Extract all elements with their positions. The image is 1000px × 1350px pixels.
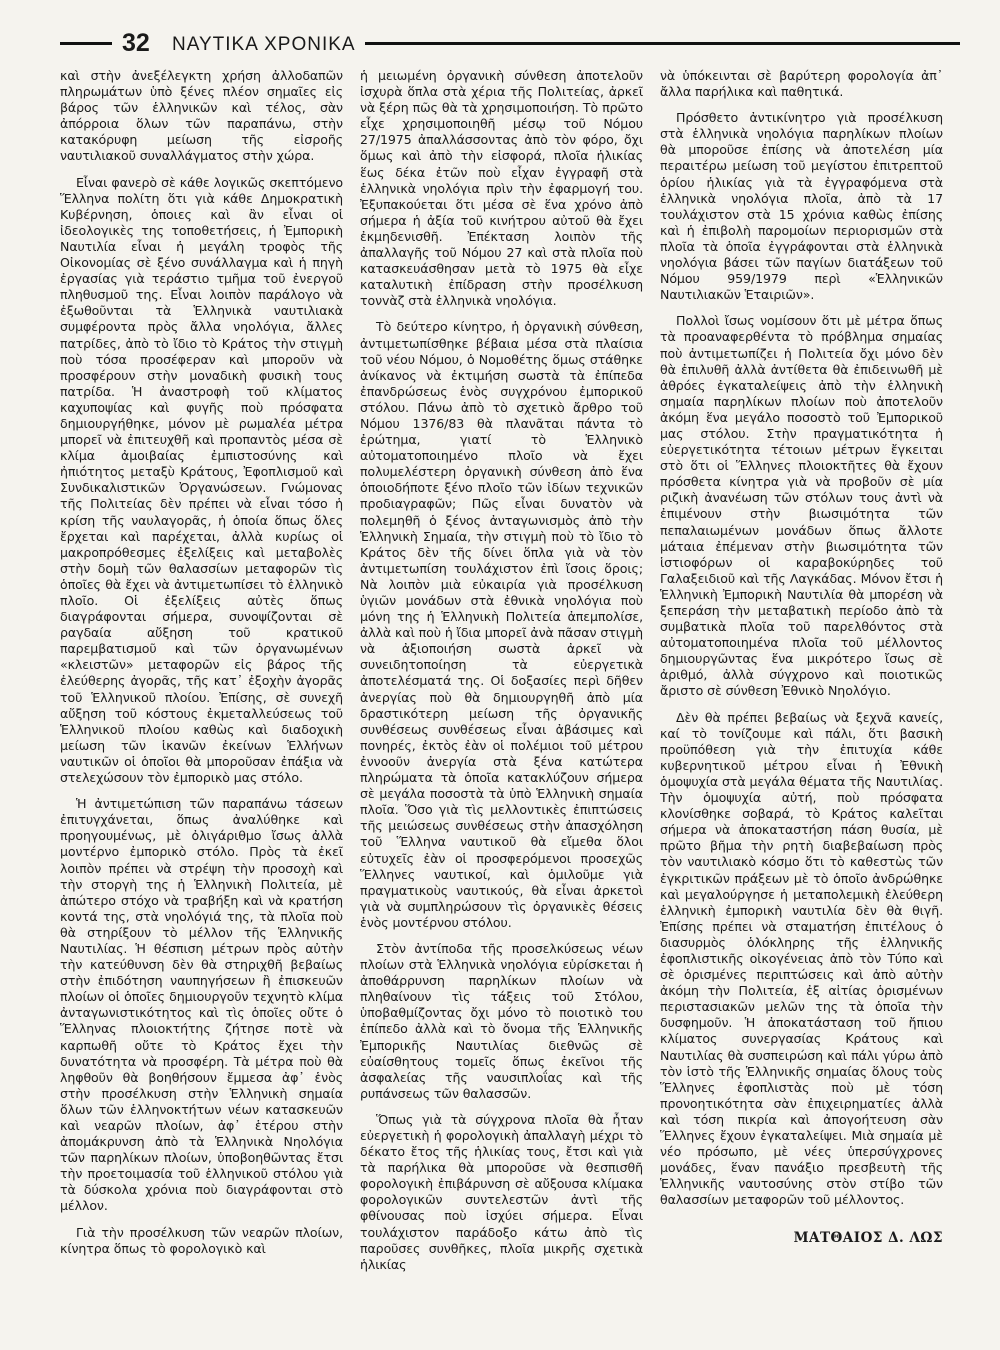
page-header (60, 28, 960, 62)
paragraph: Γιὰ τὴν προσέλκυση τῶν νεαρῶν πλοίων, κίνητρα ὅπως τὸ φορολογικὸ καὶ (60, 1224, 343, 1256)
paragraph: Εἶναι φανερὸ σὲ κάθε λογικῶς σκεπτόμενο Ἕλληνα πολίτη ὅτι γιὰ κάθε Δημοκρατικὴ Κυβέρνηση, ὁποιες καὶ ἂν εἶναι οἱ ἰδεολογικὲς της τοποθετήσεις, ἡ Ἐμπορικὴ Ναυτιλία εἶναι ἡ μεγάλη τροφὸς τῆς Οἰκονομίας σὲ ξένο συνάλλαγμα καὶ ἡ πηγὴ ἐργασίας γιὰ τεράστιο τμῆμα τοῦ ἐνεργοῦ πληθυσμοῦ της. Εἶναι λοιπὸν παράλογο νὰ ἐξωθοῦνται τὰ Ἑλληνικὰ ναυτιλιακὰ συμφέροντα πρὸς ἄλλα νηολόγια, ἄλλες πατρίδες, ἀπὸ τὸ ἴδιο τὸ Κράτος τὴν στιγμὴ ποὺ τόσα προσέφεραν καὶ μποροῦν νὰ προσφέρουν στὴν μοναδικὴ φυσικὴ τους πατρίδα. Ἡ ἀναστροφὴ τοῦ κλίματος καχυποψίας καὶ φυγῆς ποὺ πρόσφατα δημιουργήθηκε, μόνον μὲ ρωμαλέα μέτρα μπορεῖ νὰ ἐπιτευχθῆ καὶ προπαντὸς μέσα σὲ κλίμα ἀμοιβαίας ἐμπιστοσύνης καὶ ἠπιότητος μεταξὺ Κράτους, Ἐφοπλισμοῦ καὶ Συνδικαλιστικῶν Ὀργανώσεων. Γνώμονας τῆς Πολιτείας δὲν πρέπει νὰ εἶναι τόσο ἡ κρίση τῆς ναυλαγορᾶς, ἡ ὁποία ὅπως ὅλες ἔρχεται καὶ παρέχεται, ἀλλὰ κυρίως οἱ μακροπρόθεσμες ἐξελίξεις καὶ μεταβολὲς στὴν δομὴ τῶν θαλασσίων μεταφορῶν τὶς ὁποῖες θὰ ἔχει νὰ ἀντιμετωπίσει τὸ ἑλληνικὸ πλοῖο. Οἱ ἐξελίξεις αὐτὲς ὅπως διαγράφονται σήμερα, συνοψίζονται σὲ ραγδαία αὔξηση τοῦ κρατικοῦ παρεμβατισμοῦ καὶ τῶν ὀργανωμένων «κλειστῶν» μεταφορῶν εἰς βάρος τῆς ἐλεύθερης ἀγορᾶς, τῆς κατ᾽ ἐξοχὴν ἀγορᾶς τοῦ Ἑλληνικοῦ πλοίου. Ἐπίσης, σὲ συνεχῆ αὔξηση τοῦ κόστους ἐκμεταλλεύσεως τοῦ Ἑλληνικοῦ πλοίου καθὼς καὶ διαδοχικὴ μείωση τῶν ἱκανῶν ἐκείνων Ἑλλήνων ναυτικῶν οἱ ὁποῖοι θὰ μποροῦσαν ἐπάξια νὰ στελεχώσουν τὸν ἐμπορικὸ μας στόλο. (60, 174, 343, 786)
paragraph: Δὲν θὰ πρέπει βεβαίως νὰ ξεχνᾶ κανείς, καί τὸ τονίζουμε καὶ πάλι, ὅτι βασικὴ προϋπόθεση γιὰ τὴν ἐπιτυχία κάθε κυβερνητικοῦ μέτρου εἶναι ἡ Ἐθνικὴ ὁμοψυχία στὰ μεγάλα θέματα τῆς Ναυτιλίας. Τὴν ὁμοψυχία αὐτή, ποὺ πρόσφατα κλονίσθηκε σοβαρά, τὸ Κράτος καλεῖται σήμερα νὰ ἀποκαταστήση πάση θυσία, μὲ πρῶτο βῆμα τὴν ρητὴ διαβεβαίωση πρὸς τὸν ναυτιλιακὸ κόσμο ὅτι τὸ καθεστὼς τῶν ἐγκριτικῶν πράξεων μὲ τὸ ὁποῖο ἀνδρώθηκε καὶ μεγαλούργησε ἡ μεταπολεμικὴ ἐλεύθερη ἑλληνικὴ ἐμπορικὴ ναυτιλία δὲν θὰ θιγῆ. Ἐπίσης πρέπει νὰ σταματήση ἐπιτέλους ὁ διασυρμὸς ὁλόκληρης τῆς ἑλληνικῆς ἐφοπλιστικῆς οἰκογένειας ἀπὸ τὸν Τύπο καὶ σὲ ὁρισμένες περιπτώσεις καὶ ἀπὸ αὐτὴν ἀκόμη τὴν Πολιτεία, ἐξ αἰτίας ὁρισμένων περιστασιακῶν μελῶν της τὰ ὁποῖα τὴν δυσφημοῦν. Ἡ ἀποκατάσταση τοῦ ἤπιου κλίματος συνεργασίας Κράτους καὶ Ναυτιλίας θὰ συσπειρώση καὶ πάλι γύρω ἀπὸ τὸν ἱστὸ τῆς Ἑλληνικῆς σημαίας ὅλους τοὺς Ἕλληνες ἐφοπλιστὰς ποὺ μὲ τόση προνοητικότητα σὰν ἐπιχειρηματίες ἀλλὰ καὶ τόση πικρία καὶ ἀπογοήτευση σὰν Ἕλληνες ἔχουν ἐγκαταλείψει. Μιὰ σημαία μὲ νέο πρόσωπο, μὲ νέες ὑπερσύγχρονες μονάδες, ἕναν πανάξιο πρεσβευτὴ τῆς Ἑλληνικῆς ναυτοσύνης στὸν στίβο τῶν θαλασσίων μεταφορῶν τοῦ μέλλοντος. (660, 709, 943, 1208)
paragraph: Στὸν ἀντίποδα τῆς προσελκύσεως νέων πλοίων στὰ Ἑλληνικὰ νηολόγια εὑρίσκεται ἡ ἀποθάρρυνση παρηλίκων πλοίων νὰ πληθαίνουν τὶς τάξεις τοῦ Στόλου, ὑποβαθμίζοντας ὄχι μόνο τὸ ποιοτικὸ του ἐπίπεδο ἀλλὰ καὶ τὸ ὄνομα τῆς Ἑλληνικῆς Ἐμπορικῆς Ναυτιλίας διεθνῶς σὲ εὐαίσθητους τομεῖς ὅπως ἐκεῖνοι τῆς ἀσφαλείας τῆς ναυσιπλοΐας καὶ τῆς ρυπάνσεως τῶν θαλασσῶν. (360, 940, 643, 1101)
column-1 (60, 68, 343, 1338)
paragraph: Ἡ ἀντιμετώπιση τῶν παραπάνω τάσεων ἐπιτυγχάνεται, ὅπως ἀναλύθηκε καὶ προηγουμένως, μὲ ὀλιγάριθμο ἴσως ἀλλὰ μοντέρνο ἐμπορικὸ στόλο. Πρὸς τὰ ἐκεῖ λοιπὸν πρέπει νὰ στρέψη τὴν προσοχὴ καὶ τὴν στοργὴ της ἡ Ἑλληνικὴ Πολιτεία, μὲ ἀπώτερο στόχο νὰ τραβήξη καὶ νὰ κρατήση κοντά της, στὰ νηολόγιά της, τὰ πλοῖα ποὺ θὰ στηρίξουν τὸ μέλλον τῆς Ἑλληνικῆς Ναυτιλίας. Ἡ θέσπιση μέτρων πρὸς αὐτὴν τὴν κατεύθυνση δὲν θὰ στηριχθῆ βεβαίως στὴν ἐπιδότηση ναυπηγήσεων ἢ ἐπισκευῶν πλοίων οἱ ὁποῖες δημιουργοῦν τεχνητὸ κλίμα ἀνταγωνιστικότητος καὶ τὶς ὁποῖες οὔτε ὁ Ἕλληνας πλοιοκτήτης ζήτησε ποτὲ νὰ καρπωθῆ οὔτε τὸ Κράτος ἔχει τὴν δυνατότητα νὰ προσφέρη. Τὰ μέτρα ποὺ θὰ ληφθοῦν θὰ βοηθήσουν ἔμμεσα ἀφ᾽ ἑνὸς στὴν προσέλκυση στὴν Ἑλληνικὴ σημαία ὅλων τῶν ἑλληνοκτήτων νέων κατασκευῶν καὶ νεαρῶν πλοίων, ἀφ᾽ ἑτέρου στὴν ἀπομάκρυνση ἀπὸ τὰ Ἑλληνικὰ Νηολόγια τῶν παρηλίκων πλοίων, ὑποβοηθῶντας ἔτσι τὴν προετοιμασία τοῦ ἑλληνικοῦ στόλου γιὰ τὰ δύσκολα χρόνια ποὺ διαγράφονται στὸ μέλλον. (60, 796, 343, 1214)
paragraph: Πρόσθετο ἀντικίνητρο γιὰ προσέλκυση στὰ ἑλληνικὰ νηολόγια παρηλίκων πλοίων θὰ μποροῦσε ἐπίσης νὰ ἀποτελέση μία περαιτέρω μείωση τοῦ μεγίστου ἐπιτρεπτοῦ ὁρίου ἡλικίας γιὰ τὰ ἐγγραφόμενα στὰ ἑλληνικὰ νηολόγια πλοῖα, ἀπὸ τὰ 17 τουλάχιστον στὰ 15 χρόνια καθὼς ἐπίσης καὶ ἡ ἐπιβολὴ παρομοίων περιορισμῶν στὰ πλοῖα τὰ ὁποῖα ἐγγράφονται στὰ ἑλληνικὰ νηολόγια βάσει τῶν παγίων διατάξεων τοῦ Νόμου 959/1979 περὶ «Ἑλληνικῶν Ναυτιλιακῶν Ἑταιριῶν». (660, 110, 943, 303)
author-signature: ΜΑΤΘΑΙΟΣ Δ. ΛΩΣ (793, 1230, 943, 1247)
header-rule-left (60, 42, 112, 45)
header-rule-right (365, 42, 960, 45)
column-3 (660, 68, 943, 1338)
paragraph: Τὸ δεύτερο κίνητρο, ἡ ὀργανικὴ σύνθεση, ἀντιμετωπίσθηκε βέβαια μέσα στὰ πλαίσια τοῦ νέου Νόμου, ὁ Νομοθέτης ὅμως στάθηκε ἀνίκανος νὰ ἐκτιμήση σωστὰ τὰ ἐπίπεδα ἐπανδρώσεως ἑνὸς συγχρόνου ἐμπορικοῦ στόλου. Πάνω ἀπὸ τὸ σχετικὸ ἄρθρο τοῦ Νόμου 1376/83 θὰ πλανᾶται πάντα τὸ ἐρώτημα, γιατί τὸ Ἑλληνικὸ αὐτοματοποιημένο πλοῖο νὰ ἔχει πολυμελέστερη ὀργανικὴ σύνθεση ἀπὸ ἕνα ὁποιοδήποτε ξένο πλοῖο τῶν ἰδίων τεχνικῶν προδιαγραφῶν; Πῶς εἶναι δυνατὸν νὰ πολεμηθῆ ὁ ξένος ἀνταγωνισμὸς ἀπὸ τὴν Ἑλληνικὴ Σημαία, τὴν στιγμὴ ποὺ τὸ ἴδιο τὸ Κράτος δὲν τῆς δίνει ὅπλα γιὰ νὰ τὸν ἀντιμετωπίση τουλάχιστον ἐπὶ ἴσοις ὅροις; Νὰ λοιπὸν μιὰ εὐκαιρία γιὰ προσέλκυση ὑγιῶν μονάδων στὰ ἐθνικὰ νηολόγια ποὺ μόνη της ἡ Ἑλληνικὴ Πολιτεία ἀπεμπολίσε, ἀλλὰ καὶ ποὺ ἡ ἴδια μπορεῖ ἀνὰ πᾶσαν στιγμὴ νὰ ἀξιοποιήση σωστὰ ἀρκεῖ νὰ συνειδητοποίηση τὰ εὐεργετικὰ ἀποτελέσματά της. Οἱ δοξασίες περὶ δῆθεν ἀνεργίας ποὺ θὰ δημιουργηθῆ ἀπὸ μία δραστικότερη μείωση τῆς ὀργανικῆς συνθέσεως συνθέσεως εἶναι ἀβάσιμες καὶ πονηρές, ἐκτὸς ἐὰν οἱ πολέμιοι τοῦ μέτρου ἐννοοῦν ἀνεργία στὰ ξένα κατώτερα πληρώματα τὰ ὁποῖα κατακλύζουν σήμερα σὲ μεγάλα ποσοστὰ τὰ ὑπὸ Ἑλληνικὴ σημαία πλοῖα. Ὅσο γιὰ τὶς μελλοντικὲς ἐπιπτώσεις τῆς μειώσεως συνθέσεως στὴν ἀπασχόληση τοῦ Ἕλληνα ναυτικοῦ θὰ εἴμεθα ὅλοι εὐτυχεῖς ἐὰν οἱ προσφερόμενοι προσεχῶς Ἕλληνες ναυτικοί, καὶ ὁμιλοῦμε γιὰ πραγματικοὺς ναυτικούς, θὰ εἶναι ἀρκετοὶ γιὰ νὰ συμπληρώσουν τὶς ὀργανικὲς θέσεις ἑνὸς μοντέρνου στόλου. (360, 319, 643, 930)
magazine-title: ΝΑΥΤΙΚΑ ΧΡΟΝΙΚΑ (172, 34, 356, 55)
paragraph: καὶ στὴν ἀνεξέλεγκτη χρήση ἀλλοδαπῶν πληρωμάτων ὑπὸ ξένες πλέον σημαῖες εἰς βάρος τῶν ἑλληνικῶν καὶ τέλος, σὰν ἀπόρροια ὅλων τῶν παραπάνω, στὴν κατακόρυφη μείωση τῆς εἰσροῆς ναυτιλιακοῦ συναλλάγματος στὴν χώρα. (60, 68, 343, 164)
paragraph: νὰ ὑπόκεινται σὲ βαρύτερη φορολογία ἀπ᾽ ἄλλα παρήλικα καὶ παθητικά. (660, 68, 943, 100)
paragraph: Πολλοὶ ἴσως νομίσουν ὅτι μὲ μέτρα ὅπως τὰ προαναφερθέντα τὸ πρόβλημα σημαίας ποὺ ἀντιμετωπίζει ἡ Πολιτεία ὄχι μόνο δὲν θὰ ἐπιλυθῆ ἀλλὰ ἀντίθετα θὰ ἐπιδεινωθῆ μὲ ἀθρόες ἐγκαταλείψεις ἀπὸ τὴν ἑλληνικὴ σημαία παρηλίκων πλοίων ποὺ ἀποτελοῦν ἀκόμη ἕνα μεγάλο ποσοστὸ τοῦ Ἐμπορικοῦ μας στόλου. Στὴν πραγματικότητα ἡ εὐεργετικότητα τέτοιων μέτρων ἔγκειται στὸ ὅτι οἱ Ἕλληνες πλοιοκτῆτες θὰ ἔχουν πρόσθετα κίνητρα γιὰ νὰ προβοῦν σὲ μία ριζικὴ ἀνανέωση τῶν στόλων τους ἀντὶ νὰ ἐπιμένουν στὴν βιωσιμότητα τῶν πεπαλαιωμένων μονάδων ὅπως ἄλλοτε μάταια ἐπέμεναν στὴν βιωσιμότητα τῶν ἱστιοφόρων οἱ καραβοκύρηδες τοῦ Γαλαξειδιοῦ καὶ τῆς Λαγκάδας. Μόνον ἔτσι ἡ Ἑλληνικὴ Ἐμπορικὴ Ναυτιλία θὰ μπορέση νὰ ξεπεράση τὴν μεταβατικὴ περίοδο ἀπὸ τὰ συμβατικὰ πλοῖα τοῦ παρελθόντος στὰ αὐτοματοποιημένα πλοῖα τοῦ μέλλοντος δημιουργῶντας ἕνα μικρότερο ἴσως σὲ ἀριθμό, ἀλλὰ σύγχρονο καὶ ποιοτικῶς ἄριστο σὲ σύνθεση Ἐθνικὸ Νηολόγιο. (660, 313, 943, 699)
column-2 (360, 68, 643, 1338)
article-body (60, 68, 945, 1338)
page-number: 32 (122, 29, 150, 57)
paragraph: ἡ μειωμένη ὀργανικὴ σύνθεση ἀποτελοῦν ἰσχυρὰ ὅπλα στὰ χέρια τῆς Πολιτείας, ἀρκεῖ νὰ ξέρη πῶς θὰ τὰ χρησιμοποιήση. Τὸ πρῶτο εἶχε χρησιμοποιηθῆ μέσῳ τοῦ Νόμου 27/1975 ἀπαλλάσσοντας ἀπὸ τὸν φόρο, ὄχι ὅμως καὶ ἀπὸ τὴν εἰσφορά, πλοῖα ἡλικίας ἕως δέκα ἐτῶν ποὺ εἶχαν ἐγγραφῆ στὰ ἑλληνικὰ νηολόγια πρὶν τὴν ἐφαρμογή του. Ἐξυπακούεται ὅτι μέσα σὲ ἕνα χρόνο ἀπὸ σήμερα ἡ ἀξία τοῦ κινήτρου αὐτοῦ θὰ ἔχει ἐκμηδενισθῆ. Ἐπέκταση λοιπὸν τῆς ἀπαλλαγῆς τοῦ Νόμου 27 καὶ στὰ πλοῖα ποὺ κατασκευάσθησαν μετὰ τὸ 1975 θὰ εἶχε καταλυτικὴ ἐπίδραση στὴν προσέλκυση τονvὰζ στὰ ἑλληνικὰ νηολόγια. (360, 68, 643, 309)
paragraph: Ὅπως γιὰ τὰ σύγχρονα πλοῖα θὰ ἦταν εὐεργετικὴ ἡ φορολογικὴ ἀπαλλαγὴ μέχρι τὸ δέκατο ἔτος τῆς ἡλικίας τους, ἔτσι καὶ γιὰ τὰ παρήλικα θὰ μποροῦσε νὰ θεσπισθῆ φορολογικὴ ἐπιβάρυνση σὲ αὔξουσα κλίμακα φορολογικῶν συντελεστῶν ἀντὶ τῆς φθίνουσας ποὺ ἰσχύει σήμερα. Εἶναι τουλάχιστον παράδοξο κάτω ἀπὸ τὶς παροῦσες συνθῆκες, πλοῖα μικρῆς σχετικὰ ἡλικίας (360, 1111, 643, 1272)
